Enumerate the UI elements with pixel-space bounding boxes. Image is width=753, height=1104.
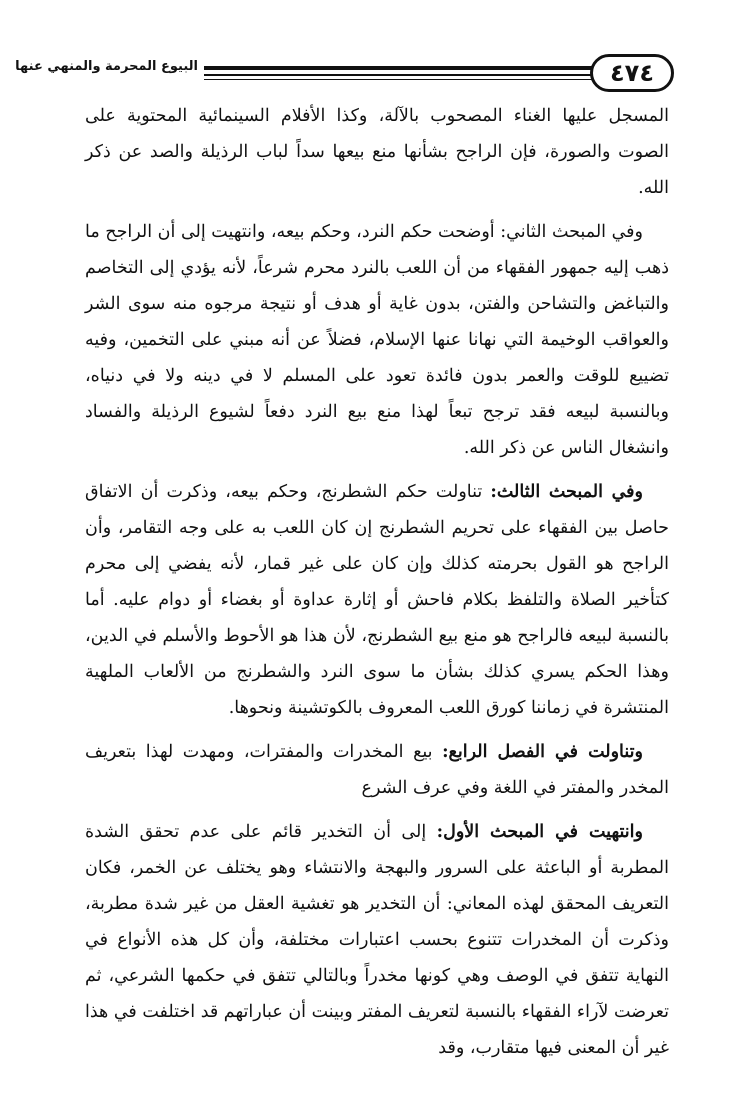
paragraph-4-text: بيع المخدرات والمفترات، ومهدت لهذا بتعريف المخدر والمفتر في اللغة وفي عرف الشرع bbox=[85, 742, 669, 798]
paragraph-2 bbox=[85, 214, 669, 466]
header-rule-thin bbox=[204, 74, 592, 76]
body-text bbox=[85, 98, 669, 1074]
paragraph-2-text: وفي المبحث الثاني: أوضحت حكم النرد، وحكم بيعه، وانتهيت إلى أن الراجح ما ذهب إليه جمهور الفقهاء من أن اللعب بالنرد محرم شرعاً، لأنه يؤدي إلى التخاصم والتباغض والتشاحن والفتن، بدون غاية أو هدف أو نتيجة مرجوه منه سوى الشر والعواقب الوخيمة التي نهانا عنها الإسلام، فضلاً عن أنه مبني على التخمين، وفيه تضييع للوقت والعمر بدون فائدة تعود على المسلم لا في دينه ولا في دنياه، وبالنسبة لبيعه فقد ترجح تبعاً لهذا منع بيع النرد دفعاً لشيوع الرذيلة والفساد وانشغال الناس عن ذكر الله. bbox=[85, 222, 669, 458]
running-title: البيوع المحرمة والمنهي عنها bbox=[15, 59, 198, 74]
paragraph-5-lead: وانتهيت في المبحث الأول: bbox=[436, 822, 643, 842]
page-number: ٤٧٤ bbox=[610, 59, 654, 87]
paragraph-3 bbox=[85, 474, 669, 726]
paragraph-1-text: المسجل عليها الغناء المصحوب بالآلة، وكذا الأفلام السينمائية المحتوية على الصوت والصورة، فإن الراجح بشأنها منع بيعها سداً لباب الرذيلة والصد عن ذكر الله. bbox=[85, 106, 669, 198]
paragraph-1 bbox=[85, 98, 669, 206]
paragraph-3-text: تناولت حكم الشطرنج، وحكم بيعه، وذكرت أن الاتفاق حاصل بين الفقهاء على تحريم الشطرنج إن كان اللعب به على وجه التقامر، وأن الراجح هو القول بحرمته كذلك وإن كان على غير قمار، لأنه يفضي إلى محرم كتأخير الصلاة والتلفظ بكلام فاحش أو إثارة عداوة أو بغضاء أو دوام عليه. أما بالنسبة لبيعه فالراجح هو منع بيع الشطرنج، لأن هذا هو الأحوط والأسلم في الدين، وهذا الحكم يسري كذلك بشأن ما سوى النرد والشطرنج من الألعاب الملهية المنتشرة في زماننا كورق اللعب المعروف بالكوتشينة ونحوها. bbox=[85, 482, 669, 718]
page-header bbox=[15, 48, 722, 100]
header-rule-thick bbox=[204, 66, 592, 70]
header-rule-thin-lower bbox=[204, 79, 592, 80]
paragraph-4 bbox=[85, 734, 669, 806]
page-number-badge bbox=[590, 54, 674, 92]
paragraph-4-lead: وتناولت في الفصل الرابع: bbox=[442, 742, 643, 762]
paragraph-5-text: إلى أن التخدير قائم على عدم تحقق الشدة المطربة أو الباعثة على السرور والبهجة والانتشاء وهو يختلف عن الخمر، فكان التعريف المحقق لهذه المعاني: أن التخدير هو تغشية العقل من غير شدة مطربة، وذكرت أن المخدرات تتنوع بحسب اعتبارات مختلفة، وأن كل هذه الأنواع في النهاية تتفق في الوصف وهي كونها مخدراً وبالتالي تتفق في حكمها الشرعي، ثم تعرضت لآراء الفقهاء بالنسبة لتعريف المفتر وبينت أن عباراتهم قد اختلفت في هذا غير أن المعنى فيها متقارب، وقد bbox=[84, 822, 669, 1058]
paragraph-5 bbox=[85, 814, 669, 1066]
paragraph-3-lead: وفي المبحث الثالث: bbox=[490, 482, 643, 502]
